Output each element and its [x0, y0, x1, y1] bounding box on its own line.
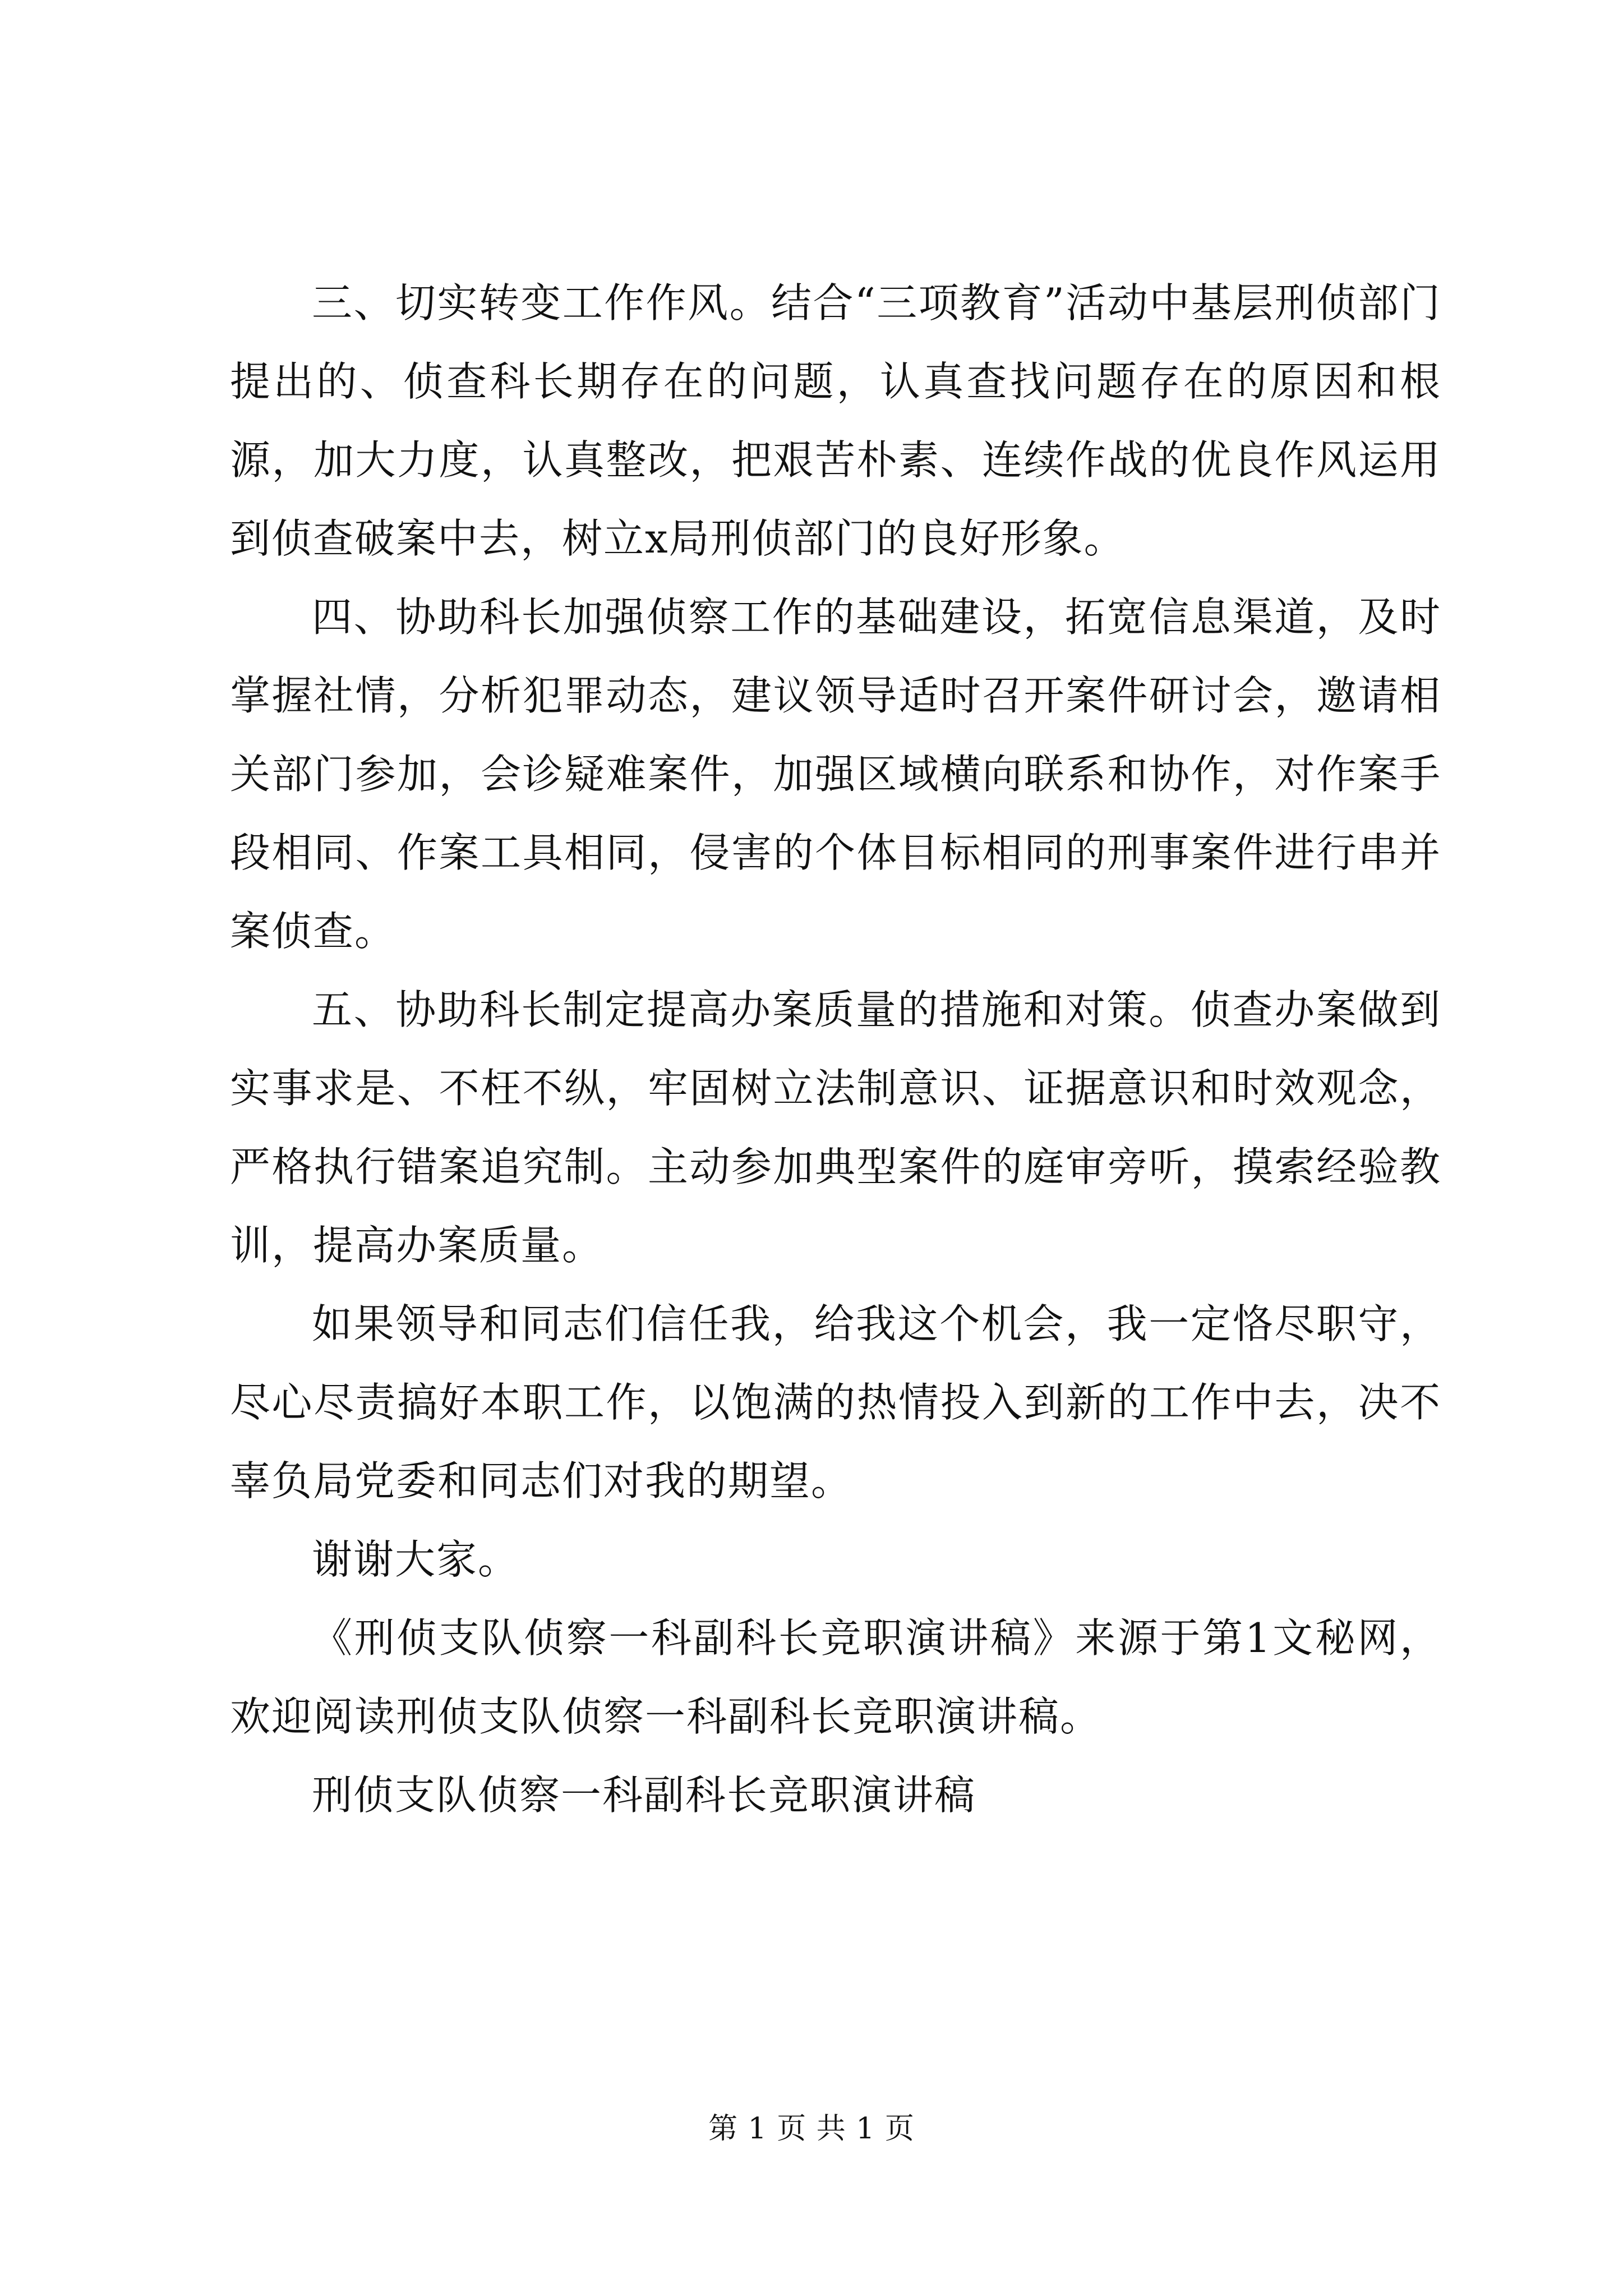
page-number-footer: 第 1 页 共 1 页: [708, 2112, 915, 2146]
paragraph-investigation-basics: 四、协助科长加强侦察工作的基础建设，拓宽信息渠道，及时掌握社情，分析犯罪动态，建议领导适时召开案件研讨会，邀请相关部门参加，会诊疑难案件，加强区域横向联系和协作，对作案手段相同、作案工具相同，侵害的个体目标相同的刑事案件进行串并案侦查。: [230, 593, 1441, 955]
document-body: [230, 264, 1441, 1834]
paragraph-title-repeat: 刑侦支队侦察一科副科长竞职演讲稿: [312, 1772, 976, 1819]
paragraph-commitment: 如果领导和同志们信任我，给我这个机会，我一定恪尽职守，尽心尽责搞好本职工作，以饱满的热情投入到新的工作中去，决不辜负局党委和同志们对我的期望。: [230, 1300, 1441, 1504]
paragraph-work-style: 三、切实转变工作作风。结合“三项教育”活动中基层刑侦部门提出的、侦查科长期存在的问题，认真查找问题存在的原因和根源，加大力度，认真整改，把艰苦朴素、连续作战的优良作风运用到侦查破案中去，树立x局刑侦部门的良好形象。: [230, 279, 1441, 562]
paragraph-case-quality: 五、协助科长制定提高办案质量的措施和对策。侦查办案做到实事求是、不枉不纵，牢固树立法制意识、证据意识和时效观念，严格执行错案追究制。主动参加典型案件的庭审旁听，摸索经验教训，提高办案质量。: [230, 986, 1441, 1269]
paragraph-thanks: 谢谢大家。: [312, 1536, 520, 1583]
paragraph-source-note: 《刑侦支队侦察一科副科长竞职演讲稿》来源于第1文秘网，欢迎阅读刑侦支队侦察一科副科长竞职演讲稿。: [230, 1614, 1441, 1740]
